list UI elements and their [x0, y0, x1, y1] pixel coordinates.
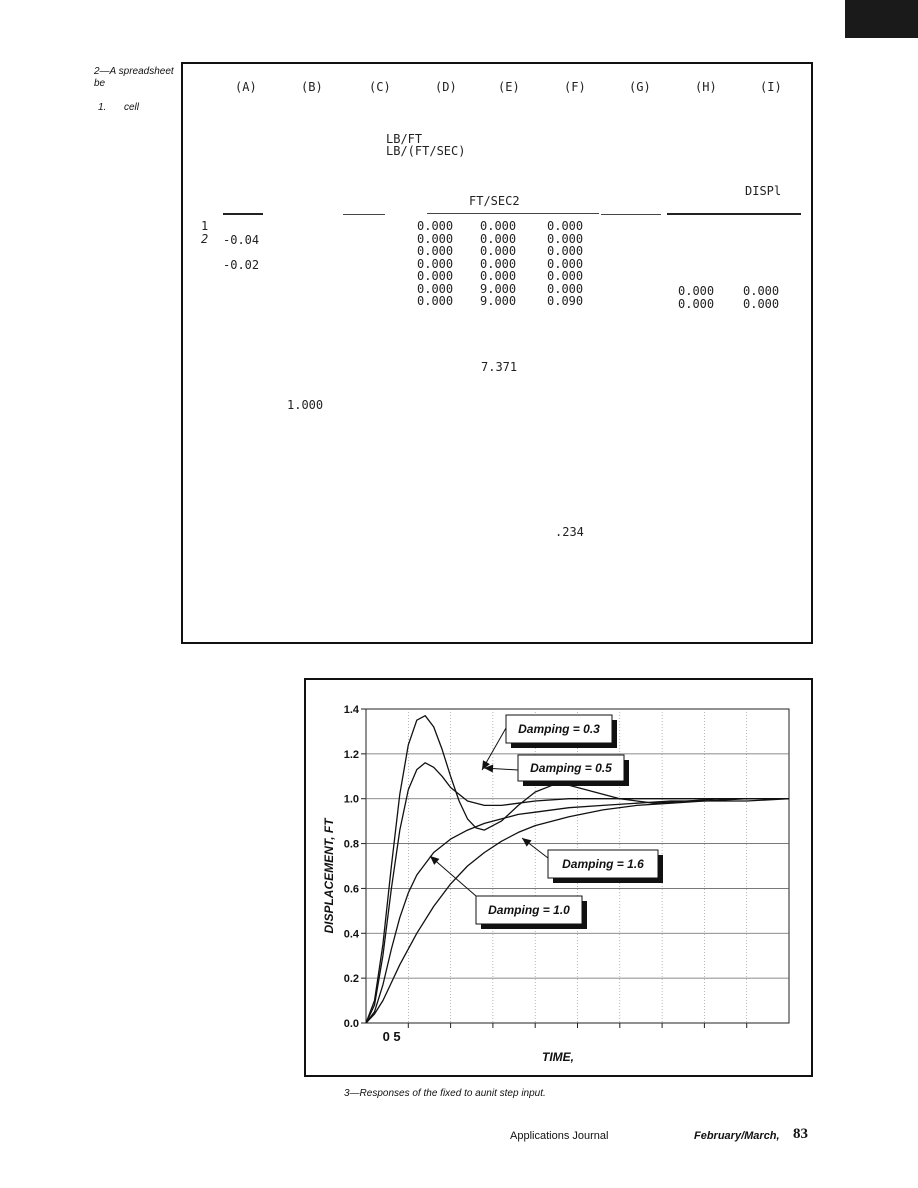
cell-hi-1-1: 0.000 — [743, 296, 780, 311]
cell-def-0-0: 0.000 — [417, 219, 454, 233]
header-displacement: DISPl — [745, 184, 782, 198]
y-tick-label-6: 1.2 — [343, 748, 359, 761]
y-tick-label-4: 0.8 — [343, 838, 359, 851]
cell-def-1-0: 0.000 — [417, 231, 454, 246]
step-response-chart — [304, 678, 813, 1077]
header-rule-def — [427, 213, 599, 214]
figure2-caption-line2: be — [94, 78, 106, 89]
cell-def-1-1: 0.000 — [480, 231, 517, 246]
value-column-e: 7.371 — [481, 360, 518, 374]
chart-svg — [306, 680, 811, 1075]
value-column-b: 1.000 — [287, 398, 324, 412]
page-number: 83 — [793, 1126, 808, 1142]
y-tick-label-0: 0.0 — [343, 1018, 359, 1030]
header-acceleration: FT/SEC2 — [469, 194, 520, 208]
column-header-a: (A) — [235, 80, 257, 94]
column-header-c: (C) — [369, 80, 391, 94]
x-tick-label: 0 5 — [382, 1029, 401, 1044]
callout-arrowhead-2 — [522, 838, 532, 847]
cell-def-5-1: 9.000 — [480, 281, 517, 296]
callout-label-1: Damping = 0.5 — [530, 761, 612, 775]
callout-label-3: Damping = 1.0 — [488, 903, 570, 917]
row-label-2: 2 — [201, 232, 209, 246]
footer-journal: Applications Journal — [510, 1130, 609, 1142]
cell-def-2-0: 0.000 — [417, 244, 454, 258]
callout-leader-3 — [430, 856, 476, 896]
cell-def-3-0: 0.000 — [417, 256, 454, 271]
header-rule-a — [223, 213, 263, 215]
figure2-caption-line3-num: 1. — [98, 102, 107, 113]
cell-def-1-2: 0.000 — [547, 231, 584, 246]
cell-hi-0-1: 0.000 — [743, 284, 780, 298]
col-a-value-1: -0.04 — [223, 233, 260, 247]
y-tick-label-3: 0.6 — [343, 883, 359, 896]
header-rule-hi — [667, 213, 801, 215]
figure2-caption-line3-word: cell — [124, 102, 140, 113]
cell-def-2-1: 0.000 — [480, 244, 517, 258]
callout-label-0: Damping = 0.3 — [518, 722, 600, 736]
cell-def-4-2: 0.000 — [547, 269, 584, 283]
cell-def-2-2: 0.000 — [547, 244, 584, 258]
figure2-caption-line1: 2—A spreadsheet — [94, 66, 174, 77]
column-header-e: (E) — [498, 80, 520, 94]
column-header-b: (B) — [301, 80, 323, 94]
col-a-value-2: -0.02 — [223, 258, 260, 272]
column-header-h: (H) — [695, 80, 717, 94]
callout-label-2: Damping = 1.6 — [562, 857, 644, 871]
cell-def-3-1: 0.000 — [480, 256, 517, 271]
header-rule-g — [601, 214, 661, 215]
y-tick-label-2: 0.4 — [343, 928, 359, 941]
figure3-caption: 3—Responses of the fixed to aunit step input. — [344, 1088, 546, 1099]
cell-def-6-1: 9.000 — [480, 294, 517, 308]
corner-dark-block — [845, 0, 918, 38]
column-header-g: (G) — [629, 80, 651, 94]
cell-def-5-0: 0.000 — [417, 281, 454, 296]
cell-def-4-0: 0.000 — [417, 269, 454, 283]
cell-hi-1-0: 0.000 — [678, 296, 715, 311]
column-header-f: (F) — [564, 80, 586, 94]
header-rule-c — [343, 214, 385, 215]
cell-def-6-0: 0.000 — [417, 294, 454, 308]
column-header-i: (I) — [760, 80, 782, 94]
y-tick-label-1: 0.2 — [343, 973, 359, 986]
x-axis-label: TIME, — [542, 1050, 574, 1064]
cell-def-0-2: 0.000 — [547, 219, 584, 233]
value-column-f: .234 — [555, 525, 584, 539]
unit-damper: LB/(FT/SEC) — [386, 144, 466, 158]
spreadsheet-figure — [181, 62, 813, 644]
cell-def-4-1: 0.000 — [480, 269, 517, 283]
cell-def-3-2: 0.000 — [547, 256, 584, 271]
y-tick-label-5: 1.0 — [343, 793, 359, 806]
cell-hi-0-0: 0.000 — [678, 284, 715, 298]
y-axis-label: DISPLACEMENT, FT — [322, 818, 336, 934]
unit-spring: LB/FT — [386, 132, 423, 146]
footer-date: February/March, — [694, 1130, 780, 1142]
row-label-1: 1 — [201, 219, 209, 233]
cell-def-5-2: 0.000 — [547, 281, 584, 296]
cell-def-6-2: 0.090 — [547, 294, 584, 308]
y-tick-label-7: 1.4 — [343, 704, 359, 716]
column-header-d: (D) — [435, 80, 457, 94]
cell-def-0-1: 0.000 — [480, 219, 517, 233]
